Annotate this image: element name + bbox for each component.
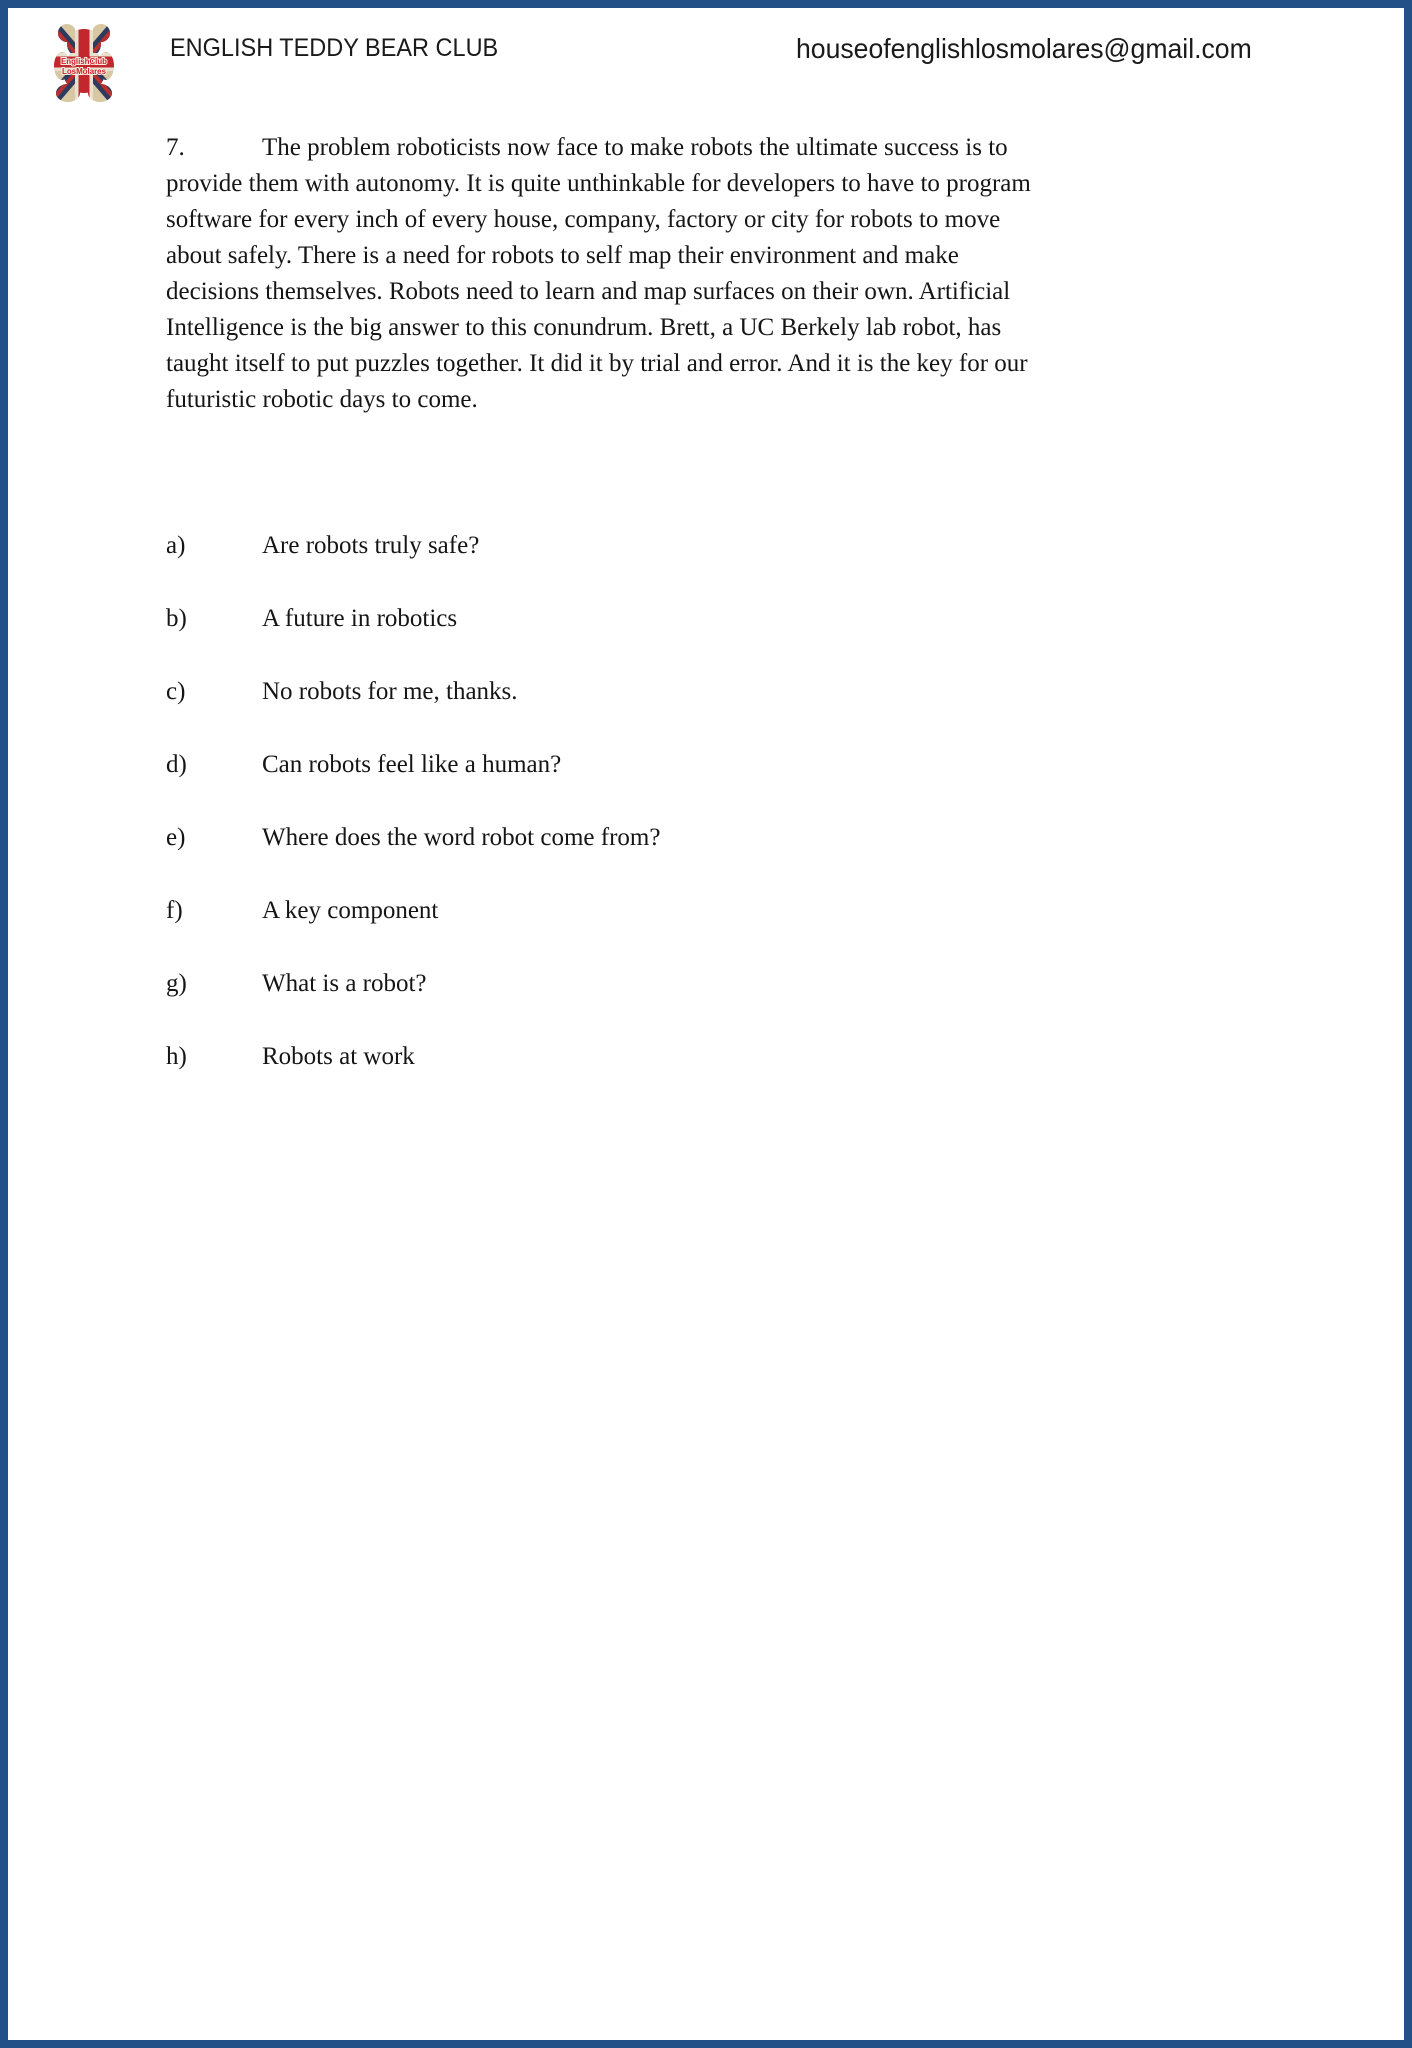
passage-line: about safely. There is a need for robots to self map their environment and make xyxy=(166,242,959,269)
passage-line: futuristic robotic days to come. xyxy=(166,386,478,413)
option-g xyxy=(166,966,1364,1002)
option-label: g) xyxy=(166,970,187,997)
option-c xyxy=(166,674,1364,710)
passage-line-text: The problem roboticists now face to make robots the ultimate success is to xyxy=(262,134,1008,161)
option-label: c) xyxy=(166,678,186,705)
option-text: Where does the word robot come from? xyxy=(262,824,661,851)
passage-line: decisions themselves. Robots need to learn and map surfaces on their own. Artificial xyxy=(166,278,1011,305)
option-label: b) xyxy=(166,605,187,632)
contact-email: houseofenglishlosmolares@gmail.com xyxy=(796,33,1252,64)
club-logo xyxy=(54,24,114,102)
option-b xyxy=(166,601,1364,637)
passage-line: software for every inch of every house, company, factory or city for robots to move xyxy=(166,206,1001,233)
option-text: Can robots feel like a human? xyxy=(262,751,562,778)
logo-text-line2: LosMolares xyxy=(62,67,107,76)
option-text: Are robots truly safe? xyxy=(262,532,480,559)
option-label: h) xyxy=(166,1043,187,1070)
option-text: Robots at work xyxy=(262,1043,415,1070)
passage-number: 7. xyxy=(166,134,185,161)
option-h xyxy=(166,1039,1364,1075)
option-text: A key component xyxy=(262,897,439,924)
option-label: f) xyxy=(166,897,183,924)
passage-line xyxy=(166,130,1364,166)
option-text: No robots for me, thanks. xyxy=(262,678,518,705)
heading-options-list xyxy=(166,528,1364,1075)
club-name-title: ENGLISH TEDDY BEAR CLUB xyxy=(170,34,499,62)
option-label: d) xyxy=(166,751,187,778)
teddy-bear-union-jack-icon xyxy=(54,24,114,102)
logo-text-line1: EnglishClub xyxy=(61,57,108,66)
option-f xyxy=(166,893,1364,929)
option-d xyxy=(166,747,1364,783)
option-text: A future in robotics xyxy=(262,605,458,632)
reading-passage xyxy=(166,130,1364,418)
option-label: e) xyxy=(166,824,186,851)
option-e xyxy=(166,820,1364,856)
passage-line: Intelligence is the big answer to this conundrum. Brett, a UC Berkely lab robot, has xyxy=(166,314,1002,341)
option-text: What is a robot? xyxy=(262,970,427,997)
option-a xyxy=(166,528,1364,564)
worksheet-content xyxy=(166,130,1364,1112)
option-label: a) xyxy=(166,532,186,559)
passage-line: provide them with autonomy. It is quite unthinkable for developers to have to program xyxy=(166,170,1031,197)
passage-line: taught itself to put puzzles together. It did it by trial and error. And it is the key for our xyxy=(166,350,1028,377)
